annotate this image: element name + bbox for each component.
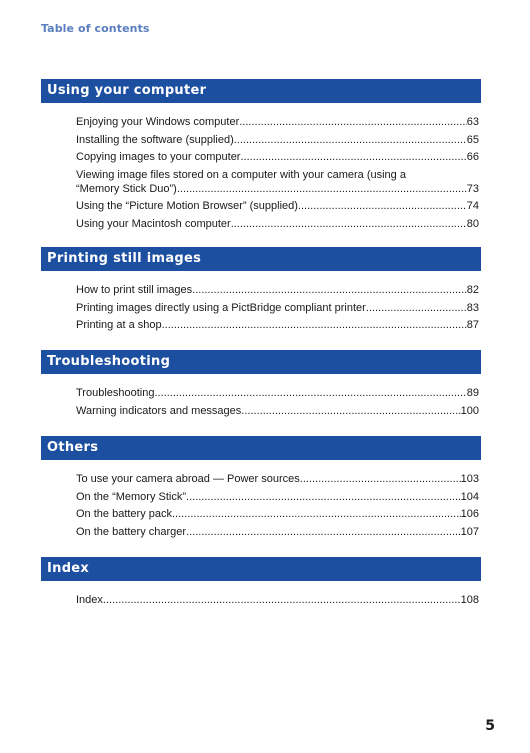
toc-entry[interactable]: [76, 490, 479, 504]
toc-entry[interactable]: [76, 472, 479, 486]
entry-title: Using the “Picture Motion Browser” (supplied): [76, 200, 298, 212]
entry-title: Installing the software (supplied): [76, 133, 234, 146]
entry-page-number: 73: [466, 182, 479, 195]
toc-entry[interactable]: [76, 217, 479, 231]
toc-entry[interactable]: [76, 150, 479, 164]
entry-title: “Memory Stick Duo”): [76, 182, 177, 195]
dot-leader: [186, 490, 461, 504]
entry-title: On the “Memory Stick”: [76, 490, 187, 503]
entry-title: Using your Macintosh computer: [76, 217, 231, 230]
entry-page-number: 82: [466, 284, 479, 296]
entry-title: To use your camera abroad — Power sources: [76, 473, 300, 485]
entry-list: [76, 472, 479, 539]
entry-title: Printing at a shop: [76, 319, 162, 331]
entry-title: Troubleshooting: [76, 387, 155, 399]
toc-entry[interactable]: [76, 404, 479, 418]
entry-page-number: 66: [466, 151, 479, 163]
toc-entry[interactable]: [76, 133, 479, 147]
toc-entry[interactable]: [76, 525, 479, 539]
entry-page-number: 89: [466, 387, 479, 399]
entry-title: On the battery pack: [76, 508, 172, 520]
toc-entry[interactable]: [76, 593, 479, 607]
entry-page-number: 107: [460, 525, 479, 538]
entry-page-number: 80: [466, 217, 479, 230]
entry-page-number: 63: [466, 116, 479, 128]
section-title-bar: Using your computer: [41, 79, 481, 103]
entry-list: [76, 386, 479, 418]
entry-page-number: 65: [466, 133, 479, 146]
toc-entry[interactable]: [76, 318, 479, 332]
entry-title: Copying images to your computer: [76, 151, 241, 163]
entry-title-first-line: Viewing image files stored on a computer with your camera (using a: [76, 168, 406, 181]
toc-entry[interactable]: [76, 301, 479, 315]
section-troubleshooting: [41, 350, 481, 421]
dot-leader: [172, 507, 461, 521]
entry-title: Warning indicators and messages: [76, 404, 242, 417]
entry-page-number: 100: [460, 404, 479, 417]
toc-entry[interactable]: [76, 283, 479, 297]
dot-leader: [366, 301, 467, 315]
dot-leader: [240, 150, 466, 164]
section-title-bar: Troubleshooting: [41, 350, 481, 374]
dot-leader: [239, 115, 467, 129]
entry-title: How to print still images: [76, 284, 193, 296]
section-title-bar: Others: [41, 436, 481, 460]
entry-page-number: 83: [466, 301, 479, 314]
entry-title: On the battery charger: [76, 525, 187, 538]
dot-leader: [192, 283, 467, 297]
dot-leader: [177, 182, 467, 196]
section-index: [41, 557, 481, 611]
toc-entry[interactable]: [76, 199, 479, 213]
dot-leader: [186, 525, 461, 539]
dot-leader: [241, 404, 460, 418]
dot-leader: [231, 217, 467, 231]
entry-page-number: 74: [466, 200, 479, 212]
section-title-bar: Printing still images: [41, 247, 481, 271]
toc-header-label: Table of contents: [41, 22, 150, 35]
entry-page-number: 104: [460, 490, 479, 503]
entry-page-number: 108: [460, 594, 479, 606]
toc-entry[interactable]: [76, 168, 479, 196]
entry-list: [76, 115, 479, 231]
section-printing-still-images: [41, 247, 481, 336]
toc-entry[interactable]: [76, 386, 479, 400]
dot-leader: [234, 133, 467, 147]
dot-leader: [162, 318, 467, 332]
dot-leader: [154, 386, 466, 400]
dot-leader: [103, 593, 461, 607]
entry-title: Enjoying your Windows computer: [76, 116, 240, 128]
dot-leader: [298, 199, 467, 213]
dot-leader: [300, 472, 461, 486]
entry-title: Index: [76, 594, 103, 606]
page-number: 5: [485, 718, 495, 734]
entry-list: [76, 593, 479, 607]
section-others: [41, 436, 481, 542]
entry-page-number: 106: [460, 508, 479, 520]
toc-entry[interactable]: [76, 507, 479, 521]
section-title-bar: Index: [41, 557, 481, 581]
section-using-your-computer: [41, 79, 481, 234]
entry-title: Printing images directly using a PictBridge compliant printer: [76, 301, 366, 314]
toc-entry[interactable]: [76, 115, 479, 129]
entry-list: [76, 283, 479, 332]
entry-page-number: 87: [466, 319, 479, 331]
entry-page-number: 103: [460, 473, 479, 485]
